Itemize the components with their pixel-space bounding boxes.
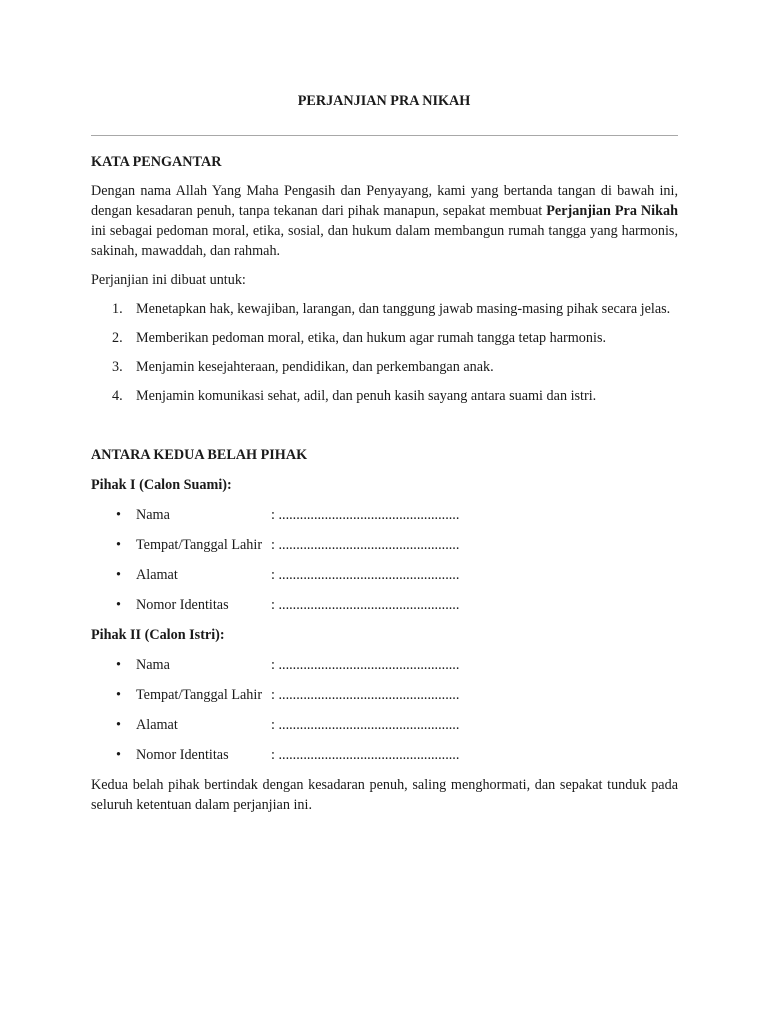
document-title: PERJANJIAN PRA NIKAH (297, 93, 471, 109)
intro-text-bold: Perjanjian Pra Nikah (546, 203, 678, 219)
list-number: 3. (112, 359, 123, 375)
list-item (91, 357, 678, 377)
field-label: Tempat/Tanggal Lahir (136, 687, 263, 703)
section-heading-antara: ANTARA KEDUA BELAH PIHAK (91, 447, 308, 463)
closing-paragraph: Kedua belah pihak bertindak dengan kesadaran penuh, saling menghormati, dan sepakat tunduk pada seluruh ketentuan dalam perjanjian ini. (91, 777, 678, 813)
field-label: Nomor Identitas (136, 597, 229, 613)
field-label: Nomor Identitas (136, 747, 229, 763)
list-text: Menjamin kesejahteraan, pendidikan, dan perkembangan anak. (136, 359, 494, 375)
list-text: Menetapkan hak, kewajiban, larangan, dan tanggung jawab masing-masing pihak secara jelas. (136, 301, 671, 317)
intro-paragraph (91, 181, 678, 261)
bullet-icon: • (116, 687, 121, 703)
bullet-icon: • (116, 537, 121, 553)
pihak-1-fields (91, 505, 678, 615)
field-label: Alamat (136, 717, 178, 733)
title-divider (91, 135, 678, 136)
bullet-icon: • (116, 657, 121, 673)
list-item (91, 386, 678, 406)
list-item (91, 328, 678, 348)
field-blank: : ................................................... (271, 537, 460, 553)
list-item (91, 299, 678, 319)
field-label: Nama (136, 507, 170, 523)
field-blank: : ................................................... (271, 687, 460, 703)
field-row (91, 655, 678, 675)
field-blank: : ................................................... (271, 747, 460, 763)
purpose-list (91, 299, 678, 406)
bullet-icon: • (116, 507, 121, 523)
pihak-2-fields (91, 655, 678, 765)
bullet-icon: • (116, 717, 121, 733)
pihak-1-title: Pihak I (Calon Suami): (91, 477, 232, 493)
field-row (91, 505, 678, 525)
list-text: Menjamin komunikasi sehat, adil, dan penuh kasih sayang antara suami dan istri. (136, 388, 597, 404)
field-row (91, 745, 678, 765)
field-label: Nama (136, 657, 170, 673)
field-blank: : ................................................... (271, 567, 460, 583)
field-row (91, 565, 678, 585)
field-label: Tempat/Tanggal Lahir (136, 537, 263, 553)
list-text: Memberikan pedoman moral, etika, dan hukum agar rumah tangga tetap harmonis. (136, 330, 607, 346)
field-label: Alamat (136, 567, 178, 583)
bullet-icon: • (116, 747, 121, 763)
purpose-intro: Perjanjian ini dibuat untuk: (91, 272, 246, 288)
field-blank: : ................................................... (271, 657, 460, 673)
bullet-icon: • (116, 597, 121, 613)
section-heading-kata-pengantar: KATA PENGANTAR (91, 154, 222, 170)
field-row (91, 595, 678, 615)
pihak-2-title: Pihak II (Calon Istri): (91, 627, 225, 643)
field-blank: : ................................................... (271, 597, 460, 613)
field-row (91, 685, 678, 705)
field-row (91, 535, 678, 555)
intro-text-after: ini sebagai pedoman moral, etika, sosial, dan hukum dalam membangun rumah tangga yang harmonis, sakinah, mawaddah, dan rahmah. (91, 223, 678, 259)
field-blank: : ................................................... (271, 507, 460, 523)
intro-text-before: Dengan nama Allah Yang Maha Pengasih dan Penyayang, kami yang bertanda tangan di bawah ini, dengan kesadaran penuh, tanpa tekanan dari pihak manapun, sepakat membuat (91, 183, 678, 219)
field-blank: : ................................................... (271, 717, 460, 733)
list-number: 4. (112, 388, 123, 404)
bullet-icon: • (116, 567, 121, 583)
document-body (91, 152, 678, 815)
list-number: 2. (112, 330, 123, 346)
list-number: 1. (112, 301, 123, 317)
field-row (91, 715, 678, 735)
